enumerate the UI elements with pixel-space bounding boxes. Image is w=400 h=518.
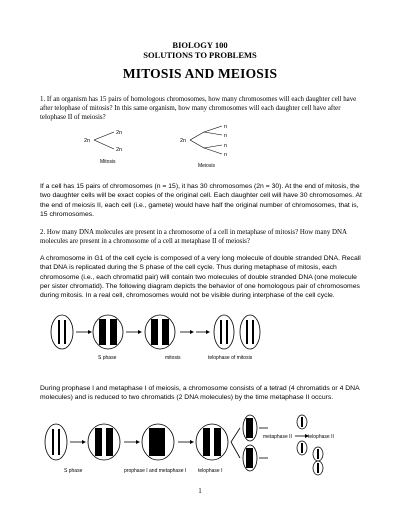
cell-metaphase xyxy=(145,315,175,349)
cell-s-phase xyxy=(88,424,120,460)
label-mitosis: mitosis xyxy=(165,355,181,361)
chromatid-pair xyxy=(110,319,117,345)
chromosome xyxy=(252,320,254,344)
meiosis-branch-lower-b xyxy=(204,148,222,154)
label-s-phase: S phase xyxy=(98,355,117,361)
chromatid-pair xyxy=(99,319,106,345)
label-telophase-mitosis: telophase of mitosis xyxy=(208,355,253,361)
chromosome xyxy=(220,320,222,344)
page-title: MITOSIS AND MEIOSIS xyxy=(122,66,278,81)
meiosis-chromosome-diagram xyxy=(40,414,360,476)
daughter-cell-2 xyxy=(240,315,260,349)
tetrad xyxy=(149,428,165,456)
label-metaphase-ii: metaphase II xyxy=(263,434,292,440)
chromatid-pair xyxy=(203,428,210,456)
cell-interphase xyxy=(45,424,67,460)
chromosome xyxy=(58,429,60,455)
subtitle-heading: SOLUTIONS TO PROBLEMS xyxy=(143,50,257,60)
cell-s-phase xyxy=(93,315,123,349)
question-1: 1. If an organism has 15 pairs of homologous chromosomes, how many chromosomes will each daughter cell have after telophase of mitosis? In this same organism, how many chromosomes will each daughter cell have after telophase II of meiosis? xyxy=(40,96,357,122)
mitosis-root-label: 2n xyxy=(84,138,91,144)
label-prophase-metaphase-i: prophase I and metaphase I xyxy=(124,468,187,474)
arrow xyxy=(231,442,240,458)
meiosis-branch-lower xyxy=(190,140,204,148)
meiosis-branch-lower-a xyxy=(204,145,222,148)
chromosome xyxy=(246,320,248,344)
arrowhead xyxy=(190,330,194,334)
cell-telophase-i xyxy=(196,424,228,460)
mitosis-caption: Mitosis xyxy=(100,159,116,165)
mitosis-leaf-2: 2n xyxy=(116,147,123,153)
answer-2-meiosis: During prophase I and metaphase I of meiosis, a chromosome consists of a tetrad (4 chromatids or 4 DNA molecules) and is reduced to two chromatids (2 DNA molecules) by the time metaphase II occurs. xyxy=(40,385,360,402)
meiosis-caption: Meiosis xyxy=(198,163,215,169)
meiosis-branch-upper-b xyxy=(204,132,222,135)
arrowhead xyxy=(190,440,194,444)
chromatid-pair xyxy=(95,428,102,456)
mitosis-branch-upper xyxy=(94,132,114,140)
arrow xyxy=(231,428,240,442)
meiosis-root-label: 2n xyxy=(180,138,187,144)
mitosis-leaf-1: 2n xyxy=(116,130,123,136)
mitosis-branch-lower xyxy=(94,140,114,149)
question-2: 2. How many DNA molecules are present in a chromosome of a cell in metaphase of mitosis? How many DNA molecules are present in a chromosome of a cell at metaphase II of meiosis? xyxy=(40,229,347,246)
cell-interphase xyxy=(51,315,73,349)
daughter-cell-1 xyxy=(214,315,234,349)
chromatid-pair xyxy=(151,319,158,345)
label-telophase-i: telophase I xyxy=(198,468,223,474)
mitosis-meiosis-diagram xyxy=(80,120,240,170)
chromosome xyxy=(301,443,303,453)
arrowhead xyxy=(136,440,140,444)
chromatid-pair xyxy=(214,428,221,456)
chromosome xyxy=(64,320,66,344)
label-telophase-ii: telophase II xyxy=(308,434,334,440)
chromosome xyxy=(317,463,319,473)
meiosis-branch-upper-a xyxy=(204,126,222,132)
label-s-phase: S phase xyxy=(64,468,83,474)
course-heading: BIOLOGY 100 xyxy=(172,40,228,50)
answer-1: If a cell has 15 pairs of chromosomes (n = 15), it has 30 chromosomes (2n = 30). At the end of mitosis, the two daughter cells will be exact copies of the original cell. Each daughter cell will have 30 chromosomes. At the end of meiosis II, each cell (i.e., gamete) would have half the original number of chromosomes, that is, 15 chromosomes. xyxy=(40,183,362,218)
chromosome xyxy=(58,320,60,344)
meiosis-leaf-4: n xyxy=(224,152,228,158)
arrowhead xyxy=(88,330,92,334)
meiosis-leaf-3: n xyxy=(224,143,228,149)
answer-2: A chromosome in G1 of the cell cycle is composed of a very long molecule of double stranded DNA. Recall that DNA is replicated during the S phase of the cell cycle. Thus during metaphase of mitosis, each chromosome (i.e., each chromatid pair) will contain two molecules of double stranded DNA (one molecule per sister chromatid). The following diagram depicts the behavior of one homologous pair of chromosomes during mitosis. In a real cell, chromosomes would not be visible during interphase of the cell cycle. xyxy=(40,255,361,300)
chromosome xyxy=(52,429,54,455)
meiosis-leaf-2: n xyxy=(224,133,228,139)
meiosis-leaf-1: n xyxy=(224,124,228,130)
arrowhead xyxy=(138,330,142,334)
chromatid-pair xyxy=(246,418,253,438)
page-number: 1 xyxy=(198,487,202,495)
chromatid-pair xyxy=(106,428,113,456)
chromosome xyxy=(301,417,303,427)
mitosis-chromosome-diagram xyxy=(40,312,340,362)
arrowhead xyxy=(206,330,210,334)
arrowhead xyxy=(82,440,86,444)
chromosome xyxy=(226,320,228,344)
chromosome xyxy=(317,449,319,459)
chromatid-pair xyxy=(162,319,169,345)
meiosis-branch-upper xyxy=(190,132,204,140)
chromatid-pair xyxy=(246,448,253,468)
